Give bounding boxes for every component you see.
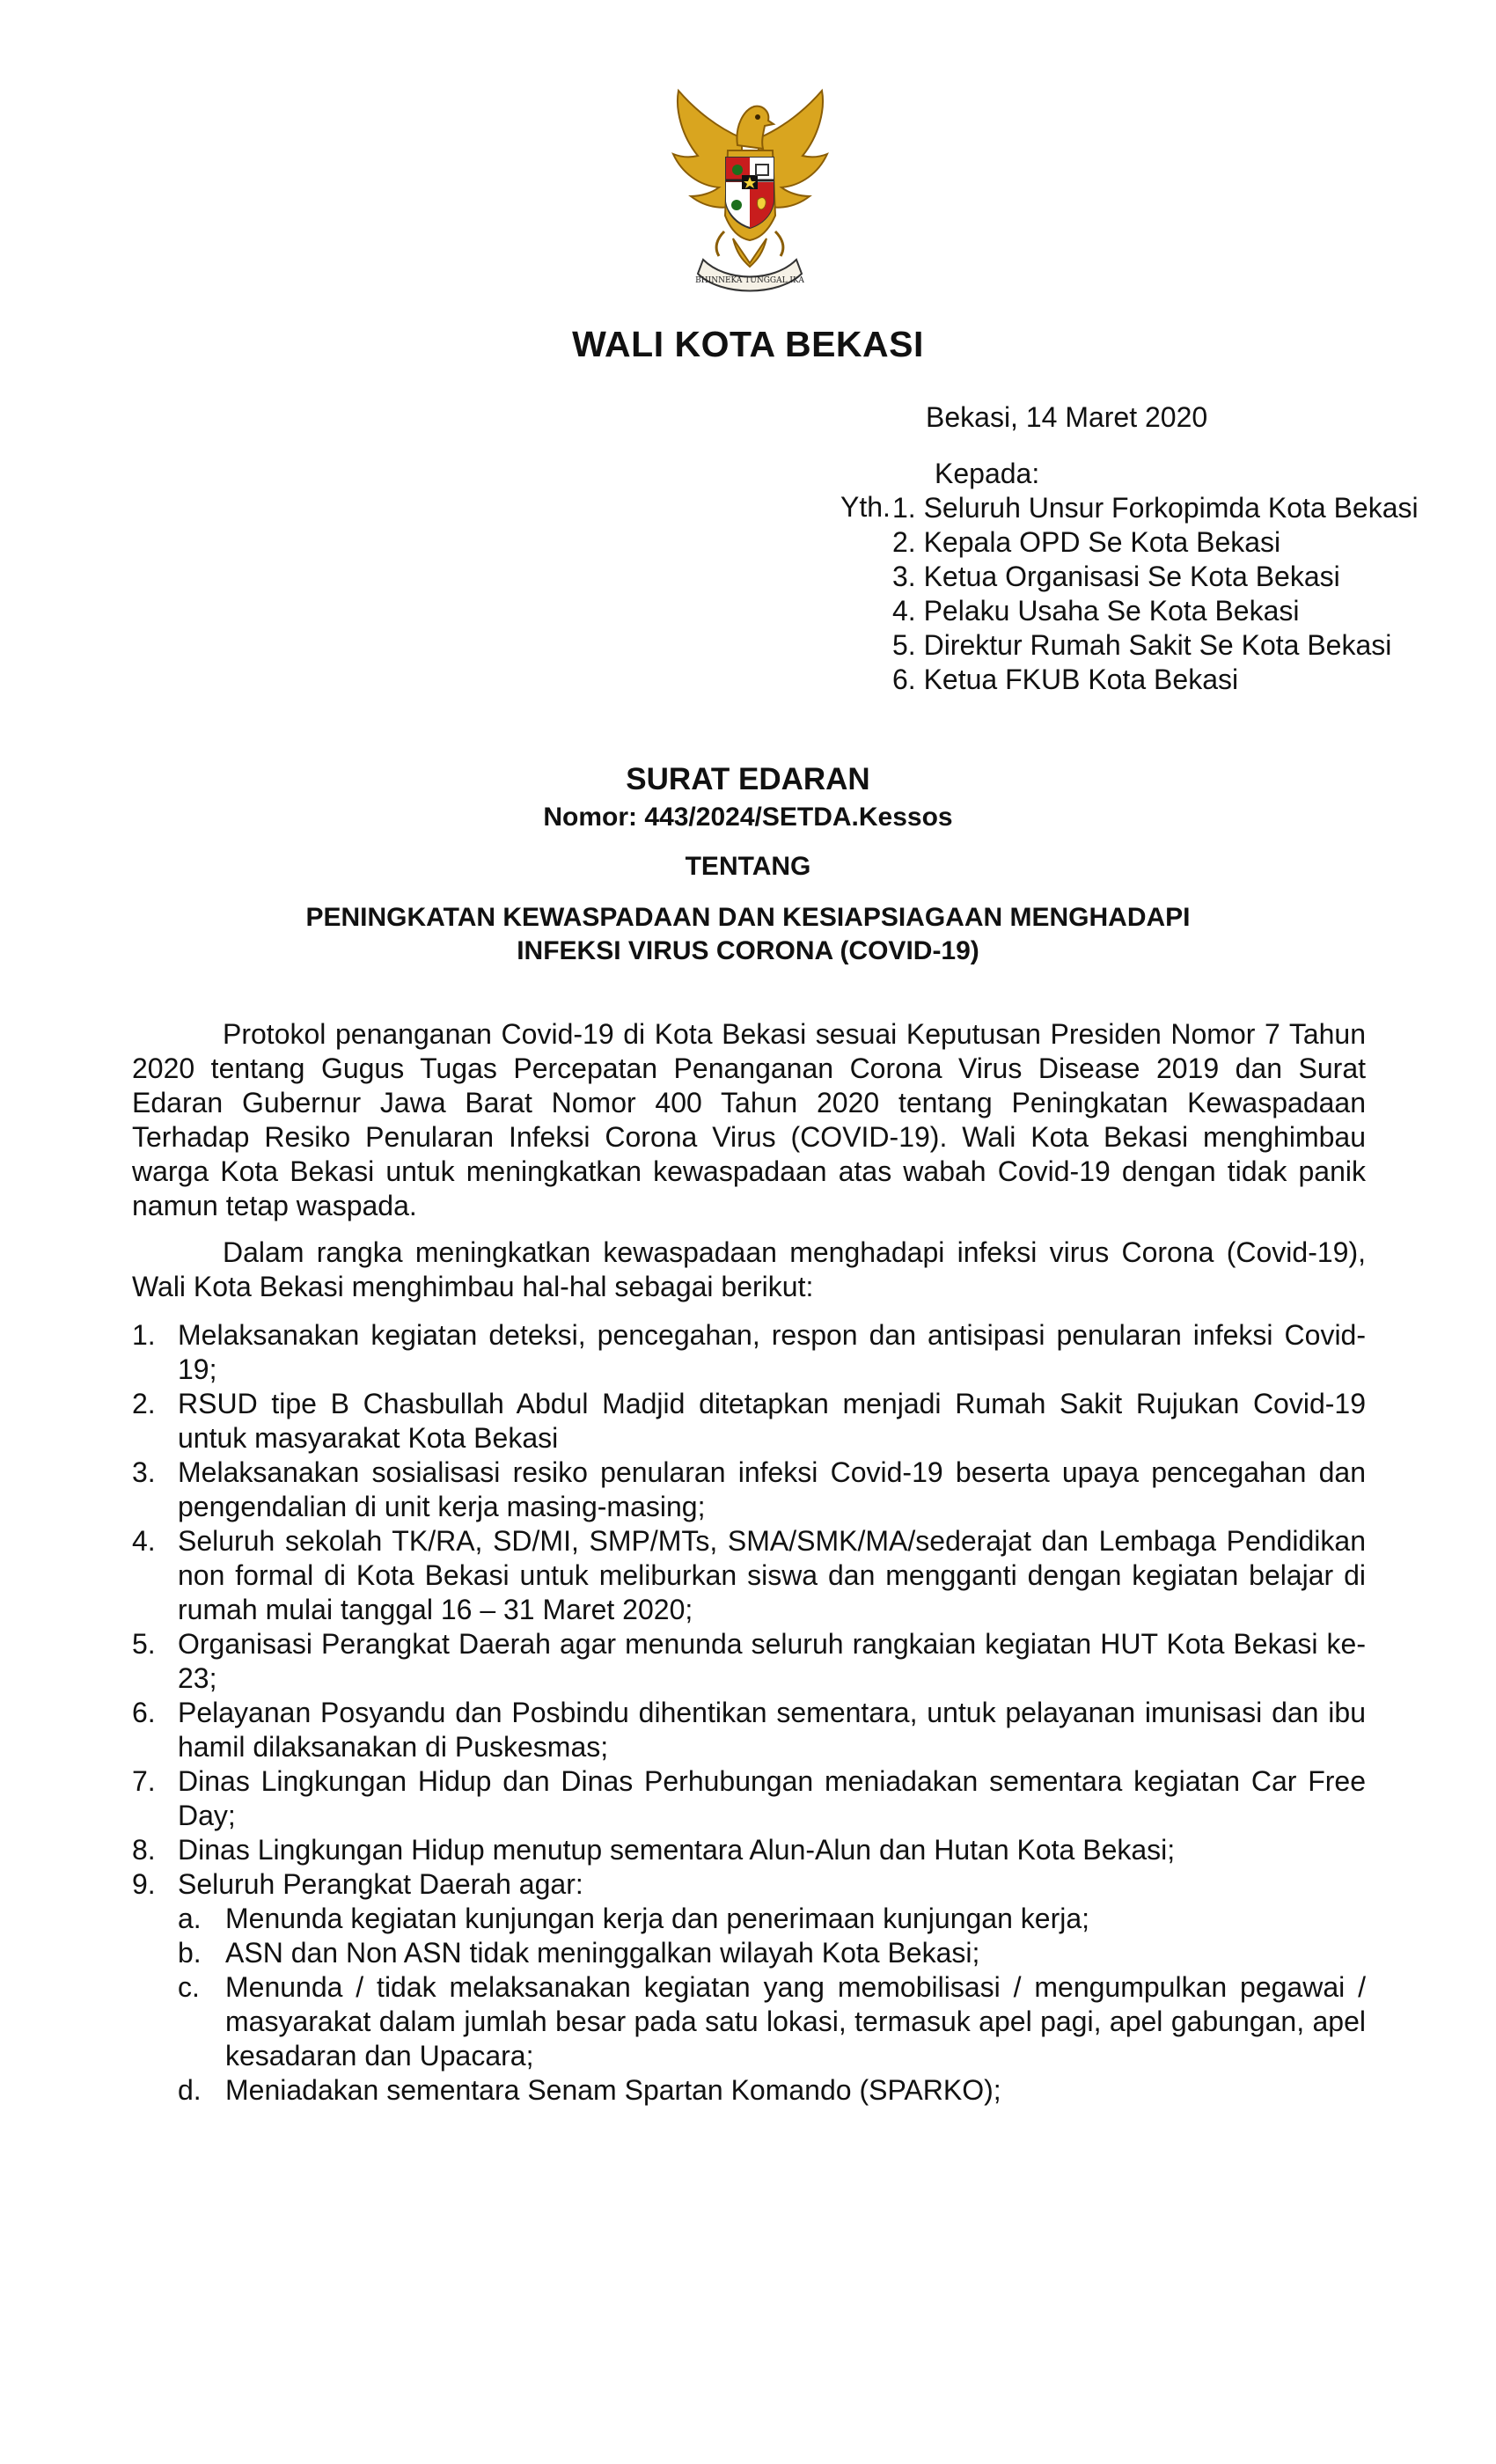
item-number: 2. <box>132 1388 156 1419</box>
instruction-item <box>132 1627 1366 1696</box>
garuda-pancasila-emblem-icon <box>656 84 845 304</box>
subitem-letter: d. <box>178 2074 202 2106</box>
item-number: 5. <box>132 1628 156 1660</box>
item-text: Melaksanakan kegiatan deteksi, pencegahan, respon dan antisipasi penularan infeksi Covid-19; <box>178 1319 1366 1385</box>
subitem-text: Menunda / tidak melaksanakan kegiatan yang memobilisasi / mengumpulkan pegawai / masyarakat dalam jumlah besar pada satu lokasi, termasuk apel pagi, apel gabungan, apel kesadaran dan Upacara; <box>225 1971 1366 2072</box>
subitem-letter: c. <box>178 1971 200 2003</box>
circular-subject <box>0 901 1496 968</box>
body-paragraph-appeal: Dalam rangka meningkatkan kewaspadaan menghadapi infeksi virus Corona (Covid-19), Wali Kota Bekasi menghimbau hal-hal sebagai berikut: <box>132 1236 1366 1302</box>
instruction-item <box>132 1318 1366 1387</box>
instruction-item <box>132 1696 1366 1764</box>
subitem-letter: b. <box>178 1937 202 1969</box>
circular-about-label: TENTANG <box>685 852 811 881</box>
item-text: Seluruh Perangkat Daerah agar: <box>178 1868 583 1900</box>
item-text: Seluruh sekolah TK/RA, SD/MI, SMP/MTs, SMA/SMK/MA/sederajat dan Lembaga Pendidikan non formal di Kota Bekasi untuk meliburkan siswa dan mengganti dengan kegiatan belajar di rumah mulai tanggal 16 – 31 Maret 2020; <box>178 1525 1366 1625</box>
instruction-item <box>132 1456 1366 1524</box>
svg-text:BHINNEKA TUNGGAL IKA: BHINNEKA TUNGGAL IKA <box>695 276 804 285</box>
instruction-item <box>132 1867 1366 2108</box>
instruction-item <box>132 1387 1366 1456</box>
recipient-list <box>892 491 1419 697</box>
item-number: 6. <box>132 1697 156 1728</box>
issuer-title: WALI KOTA BEKASI <box>572 324 924 364</box>
instruction-item <box>132 1524 1366 1627</box>
recipient-item: 3. Ketua Organisasi Se Kota Bekasi <box>892 561 1340 592</box>
circular-subject-line: INFEKSI VIRUS CORONA (COVID-19) <box>517 936 979 965</box>
subitem-letter: a. <box>178 1903 202 1934</box>
addressee-salutation: Yth. <box>840 491 891 523</box>
item-text: Pelayanan Posyandu dan Posbindu dihentikan sementara, untuk pelayanan imunisasi dan ibu hamil dilaksanakan di Puskesmas; <box>178 1697 1366 1763</box>
subitem-text: ASN dan Non ASN tidak meninggalkan wilayah Kota Bekasi; <box>225 1937 980 1969</box>
instruction-sublist <box>178 1902 1366 2108</box>
subitem-text: Menunda kegiatan kunjungan kerja dan penerimaan kunjungan kerja; <box>225 1903 1090 1934</box>
letter-date: Bekasi, 14 Maret 2020 <box>926 401 1208 433</box>
circular-title: SURAT EDARAN <box>626 762 870 796</box>
subitem-text: Meniadakan sementara Senam Spartan Komando (SPARKO); <box>225 2074 1001 2106</box>
item-text: Melaksanakan sosialisasi resiko penularan infeksi Covid-19 beserta upaya pencegahan dan pengendalian di unit kerja masing-masing; <box>178 1456 1366 1522</box>
instruction-item <box>132 1833 1366 1867</box>
item-text: RSUD tipe B Chasbullah Abdul Madjid ditetapkan menjadi Rumah Sakit Rujukan Covid-19 untuk masyarakat Kota Bekasi <box>178 1388 1366 1454</box>
item-text: Dinas Lingkungan Hidup menutup sementara Alun-Alun dan Hutan Kota Bekasi; <box>178 1834 1176 1866</box>
item-number: 3. <box>132 1456 156 1488</box>
instruction-subitem <box>178 2073 1366 2108</box>
addressee-heading: Kepada: <box>935 458 1040 489</box>
recipient-item: 6. Ketua FKUB Kota Bekasi <box>892 664 1239 695</box>
recipient-item: 1. Seluruh Unsur Forkopimda Kota Bekasi <box>892 492 1419 524</box>
recipient-item: 5. Direktur Rumah Sakit Se Kota Bekasi <box>892 629 1392 661</box>
recipient-item: 4. Pelaku Usaha Se Kota Bekasi <box>892 595 1300 627</box>
item-number: 9. <box>132 1868 156 1900</box>
recipient-item: 2. Kepala OPD Se Kota Bekasi <box>892 526 1281 558</box>
instruction-subitem <box>178 1936 1366 1970</box>
item-number: 1. <box>132 1319 156 1351</box>
instruction-subitem <box>178 1970 1366 2073</box>
instruction-item <box>132 1764 1366 1833</box>
item-number: 4. <box>132 1525 156 1557</box>
item-number: 7. <box>132 1765 156 1797</box>
item-number: 8. <box>132 1834 156 1866</box>
item-text: Organisasi Perangkat Daerah agar menunda seluruh rangkaian kegiatan HUT Kota Bekasi ke-23; <box>178 1628 1366 1694</box>
body-paragraph-intro: Protokol penanganan Covid-19 di Kota Bekasi sesuai Keputusan Presiden Nomor 7 Tahun 2020 tentang Gugus Tugas Percepatan Penanganan Corona Virus Disease 2019 dan Surat Edaran Gubernur Jawa Barat Nomor 400 Tahun 2020 tentang Peningkatan Kewaspadaan Terhadap Resiko Penularan Infeksi Corona Virus (COVID-19). Wali Kota Bekasi menghimbau warga Kota Bekasi untuk meningkatkan kewaspadaan atas wabah Covid-19 dengan tidak panik namun tetap waspada. <box>132 1018 1366 1221</box>
instruction-list <box>132 1318 1366 2108</box>
instruction-subitem <box>178 1902 1366 1936</box>
circular-subject-line: PENINGKATAN KEWASPADAAN DAN KESIAPSIAGAAN MENGHADAPI <box>305 903 1191 932</box>
item-text: Dinas Lingkungan Hidup dan Dinas Perhubungan meniadakan sementara kegiatan Car Free Day; <box>178 1765 1366 1831</box>
circular-number: Nomor: 443/2024/SETDA.Kessos <box>543 803 953 832</box>
